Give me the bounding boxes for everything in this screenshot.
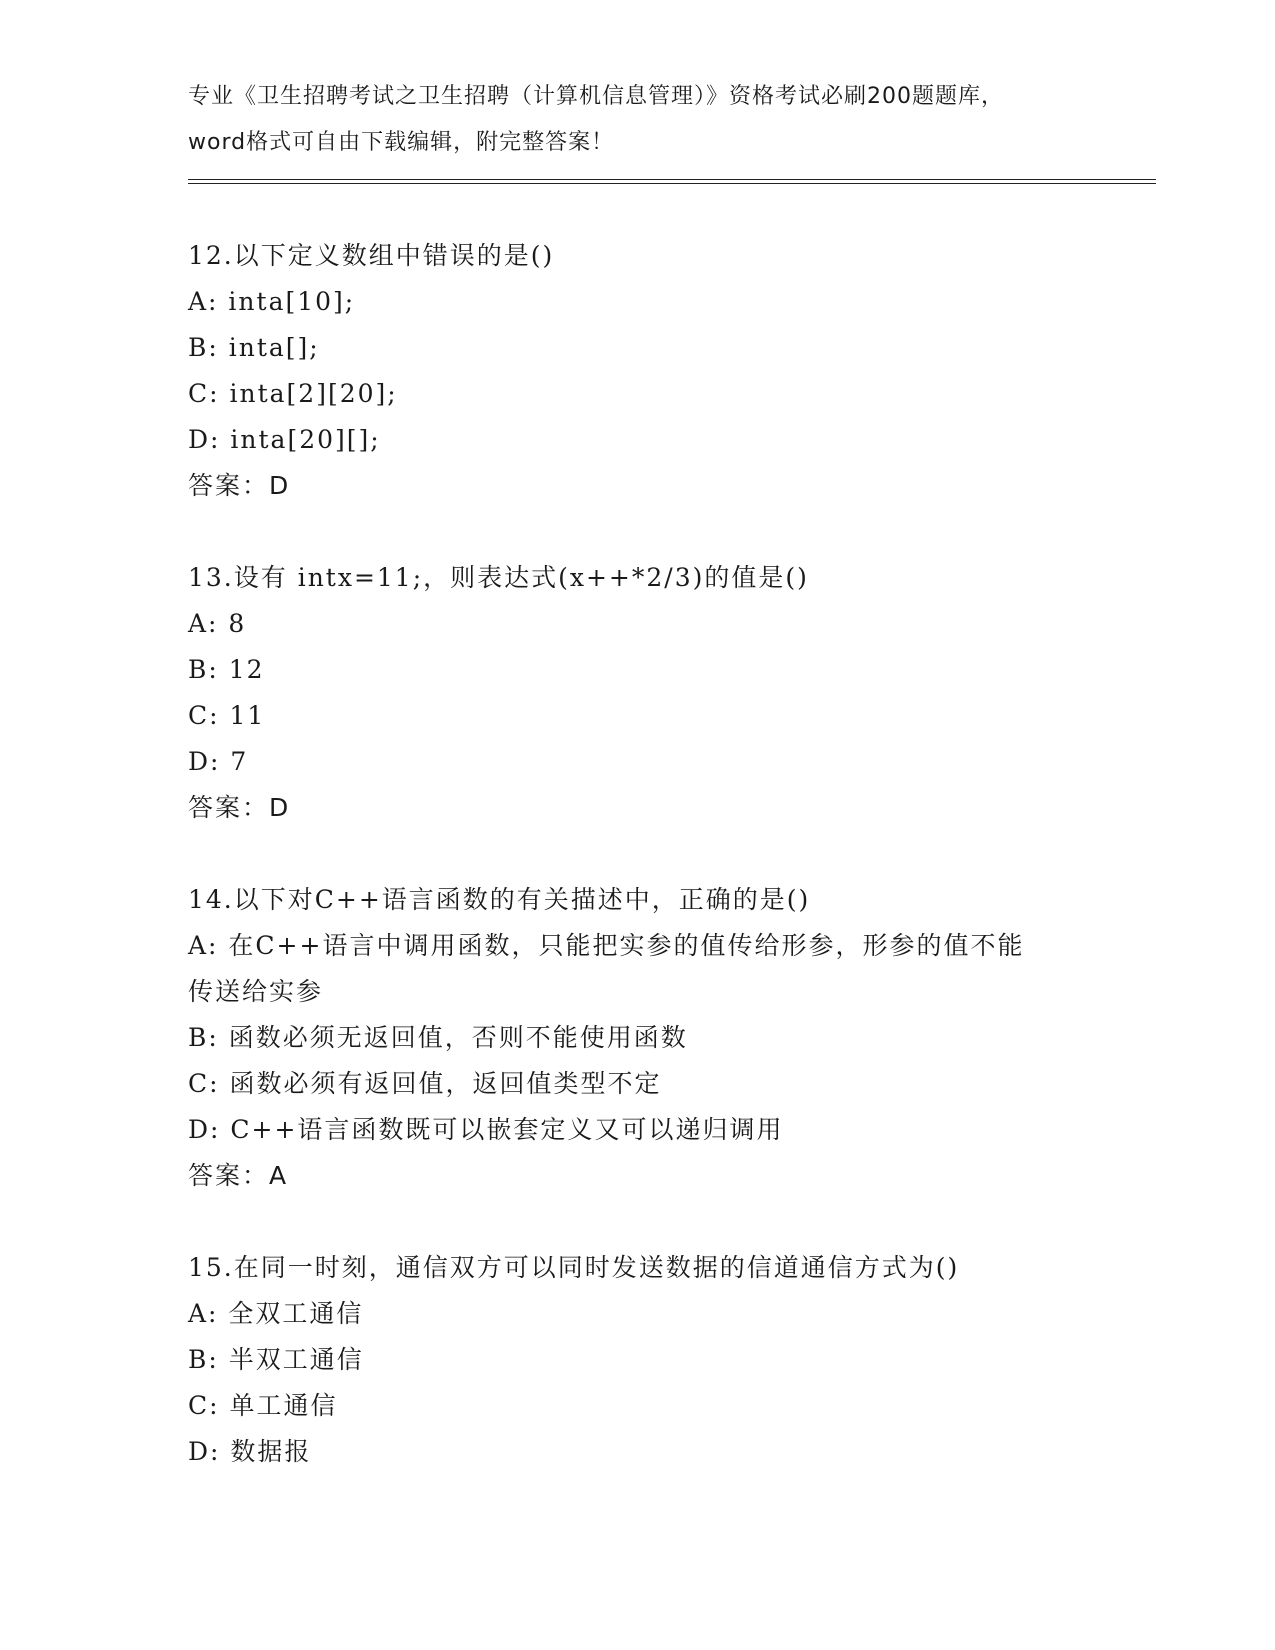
- option-c: C: inta[2][20];: [188, 379, 398, 408]
- header-line: 专业《卫生招聘考试之卫生招聘（计算机信息管理）》资格考试必刷200题题库，: [188, 84, 1004, 109]
- question-stem: 13.设有 intx=11;，则表达式(x++*2/3)的值是(): [188, 563, 809, 592]
- option-a: A: inta[10];: [188, 287, 356, 316]
- question-15: [188, 1245, 1088, 1475]
- option-b: B: 函数必须无返回值，否则不能使用函数: [188, 1023, 688, 1052]
- option-b: B: 12: [188, 655, 265, 684]
- option-d: D: 数据报: [188, 1437, 312, 1466]
- option-b: B: 半双工通信: [188, 1345, 364, 1374]
- option-c: C: 11: [188, 701, 266, 730]
- option-d: D: 7: [188, 747, 249, 776]
- header-divider: [188, 183, 1156, 184]
- option-d: D: C++语言函数既可以嵌套定义又可以递归调用: [188, 1115, 784, 1144]
- header-divider: [188, 179, 1156, 180]
- option-a: A: 全双工通信: [188, 1299, 364, 1328]
- answer-text: 答案：A: [188, 1161, 289, 1190]
- question-12: [188, 233, 1088, 509]
- option-d: D: inta[20][];: [188, 425, 381, 454]
- option-a-continued: 传送给实参: [188, 977, 324, 1006]
- question-stem: 15.在同一时刻，通信双方可以同时发送数据的信道通信方式为(): [188, 1253, 960, 1282]
- question-14: [188, 877, 1088, 1199]
- question-stem: 14.以下对C++语言函数的有关描述中，正确的是(): [188, 885, 811, 914]
- answer-text: 答案：D: [188, 471, 291, 500]
- question-stem: 12.以下定义数组中错误的是(): [188, 241, 555, 270]
- option-a: A: 在C++语言中调用函数，只能把实参的值传给形参，形参的值不能: [188, 931, 1025, 960]
- option-c: C: 函数必须有返回值，返回值类型不定: [188, 1069, 662, 1098]
- answer-text: 答案：D: [188, 793, 291, 822]
- question-13: [188, 555, 1088, 831]
- document-header: [188, 74, 1088, 166]
- question-list: [188, 233, 1088, 1521]
- option-b: B: inta[];: [188, 333, 320, 362]
- header-line: word格式可自由下载编辑，附完整答案！: [188, 130, 615, 155]
- option-a: A: 8: [188, 609, 247, 638]
- option-c: C: 单工通信: [188, 1391, 338, 1420]
